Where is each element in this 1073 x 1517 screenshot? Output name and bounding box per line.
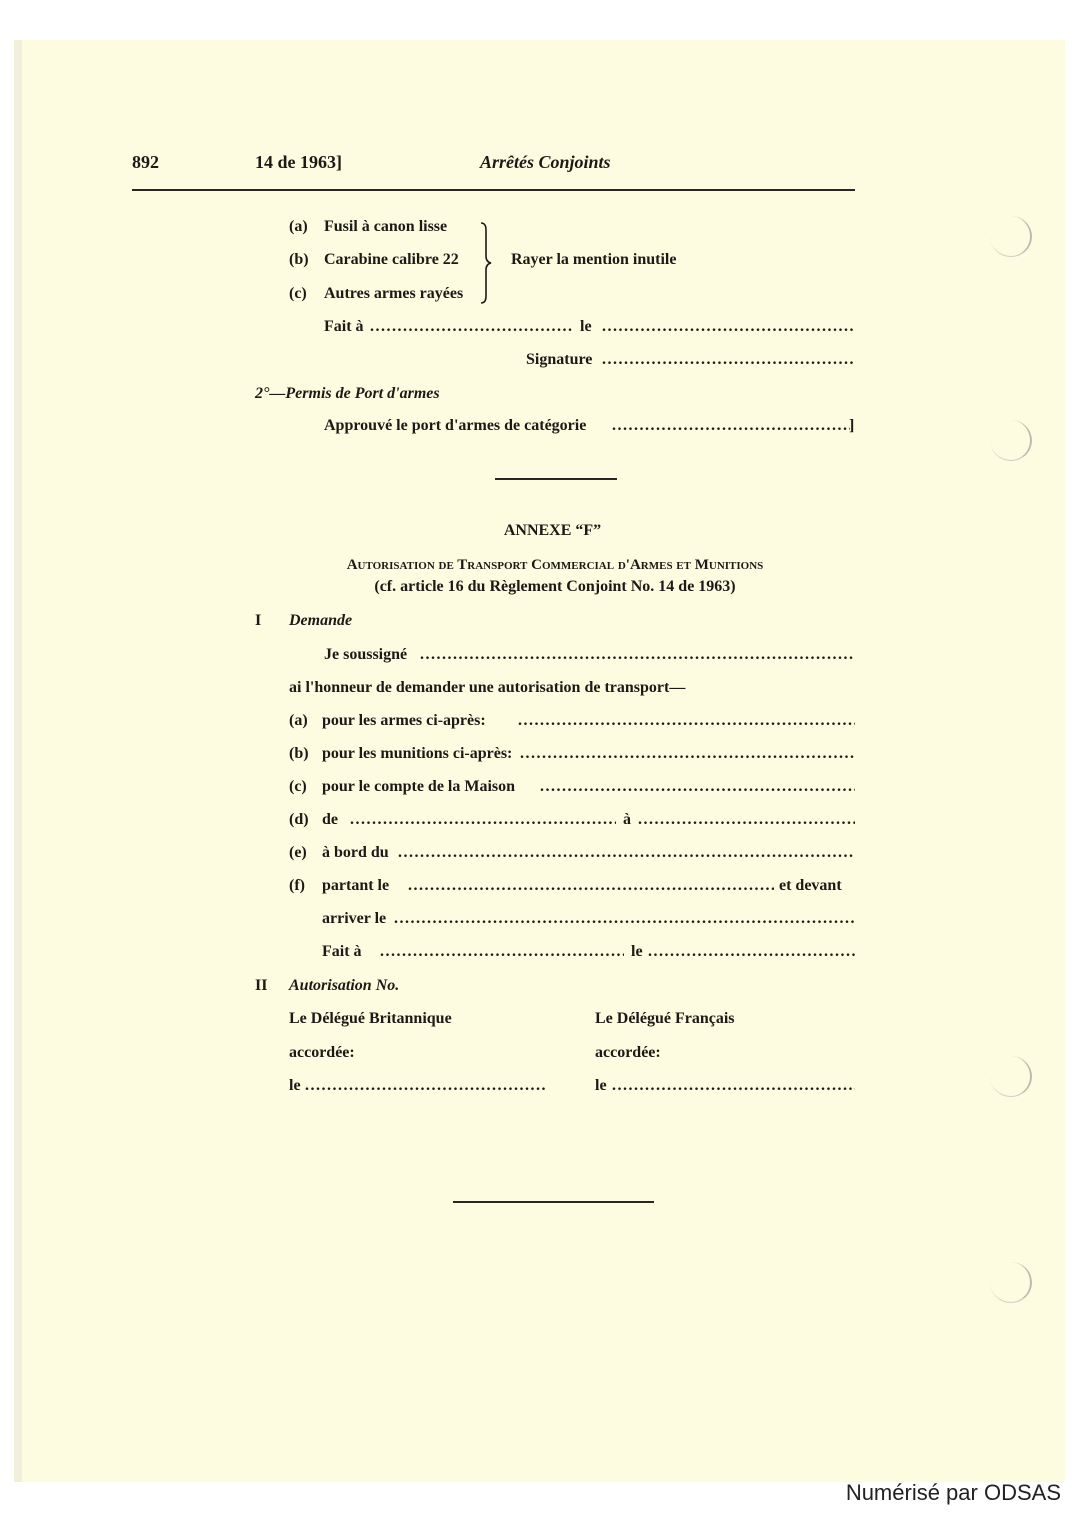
fill-line <box>305 1076 545 1096</box>
regulation-reference: 14 de 1963] <box>255 152 342 172</box>
permis-heading: 2°—Permis de Port d'armes <box>255 385 440 402</box>
fill-line <box>350 810 616 830</box>
punch-hole <box>990 216 1032 257</box>
demande-intro: ai l'honneur de demander une autorisation de transport— <box>289 679 686 696</box>
punch-hole <box>990 1262 1032 1303</box>
annexe-reference: (cf. article 16 du Règlement Conjoint No. 14 de 1963) <box>374 578 736 595</box>
item-letter: (f) <box>289 877 305 894</box>
fill-line <box>520 744 855 764</box>
page-number: 892 <box>132 152 159 172</box>
fill-line <box>394 909 855 929</box>
item-label: de <box>322 811 338 828</box>
section-number: I <box>255 612 262 629</box>
item-label: pour les munitions ci-après: <box>322 745 513 762</box>
weapon-letter: (b) <box>289 251 309 268</box>
fill-line <box>518 711 855 731</box>
french-date-label: le <box>595 1077 607 1094</box>
le-label: le <box>631 943 643 960</box>
british-granted: accordée: <box>289 1044 355 1061</box>
fill-line <box>612 1076 855 1096</box>
annexe-subtitle: Autorisation de Transport Commercial d'Armes et Munitions <box>346 557 764 573</box>
fait-place-line <box>370 317 572 337</box>
punch-hole <box>990 420 1032 461</box>
section-title: Demande <box>289 612 353 629</box>
item-letter: (d) <box>289 811 309 828</box>
signature-label: Signature <box>526 351 593 368</box>
fill-line <box>540 777 855 797</box>
british-delegate: Le Délégué Britannique <box>289 1010 452 1027</box>
signature-line <box>602 350 855 370</box>
le-label: le <box>580 318 592 335</box>
closing-bracket: ] <box>849 417 855 434</box>
fait-label: Fait à <box>322 943 362 960</box>
british-date-label: le <box>289 1077 301 1094</box>
fait-label: Fait à <box>324 318 364 335</box>
date-line <box>602 317 855 337</box>
item-end-label: et devant <box>779 877 842 894</box>
running-title: Arrêtés Conjoints <box>480 152 611 172</box>
item-label: pour les armes ci-après: <box>322 712 486 729</box>
item-letter: (a) <box>289 712 308 729</box>
fill-line <box>380 942 624 962</box>
fill-line <box>398 843 855 863</box>
annexe-title: ANNEXE “F” <box>503 522 602 539</box>
fill-line <box>408 876 774 896</box>
section-number: II <box>255 977 268 994</box>
digitization-credit: Numérisé par ODSAS <box>845 1480 1061 1505</box>
weapon-label: Fusil à canon lisse <box>324 218 448 235</box>
item-letter: (b) <box>289 745 309 762</box>
french-delegate: Le Délégué Français <box>595 1010 735 1027</box>
weapon-letter: (c) <box>289 285 307 302</box>
weapon-label: Autres armes rayées <box>324 285 464 302</box>
section-divider <box>495 478 617 480</box>
end-rule <box>453 1201 654 1203</box>
weapon-label: Carabine calibre 22 <box>324 251 459 268</box>
item-label: partant le <box>322 877 390 894</box>
item-label: pour le compte de la Maison <box>322 778 516 795</box>
name-line <box>420 645 855 665</box>
item-letter: (e) <box>289 844 307 861</box>
weapon-letter: (a) <box>289 218 308 235</box>
soussigne-label: Je soussigné <box>324 646 408 663</box>
category-line <box>612 416 850 436</box>
item-letter: (c) <box>289 778 307 795</box>
fill-line <box>648 942 855 962</box>
item-label: à bord du <box>322 844 389 861</box>
curly-brace <box>479 222 495 304</box>
french-granted: accordée: <box>595 1044 661 1061</box>
sheet-edge <box>14 40 22 1482</box>
section-title: Autorisation No. <box>289 977 400 994</box>
brace-note: Rayer la mention inutile <box>511 251 677 268</box>
arrive-label: arriver le <box>322 910 387 927</box>
item-mid-label: à <box>623 811 631 828</box>
permis-approval: Approuvé le port d'armes de catégorie <box>324 417 587 434</box>
punch-hole <box>990 1056 1032 1097</box>
fill-line <box>638 810 855 830</box>
header-rule <box>132 189 855 191</box>
